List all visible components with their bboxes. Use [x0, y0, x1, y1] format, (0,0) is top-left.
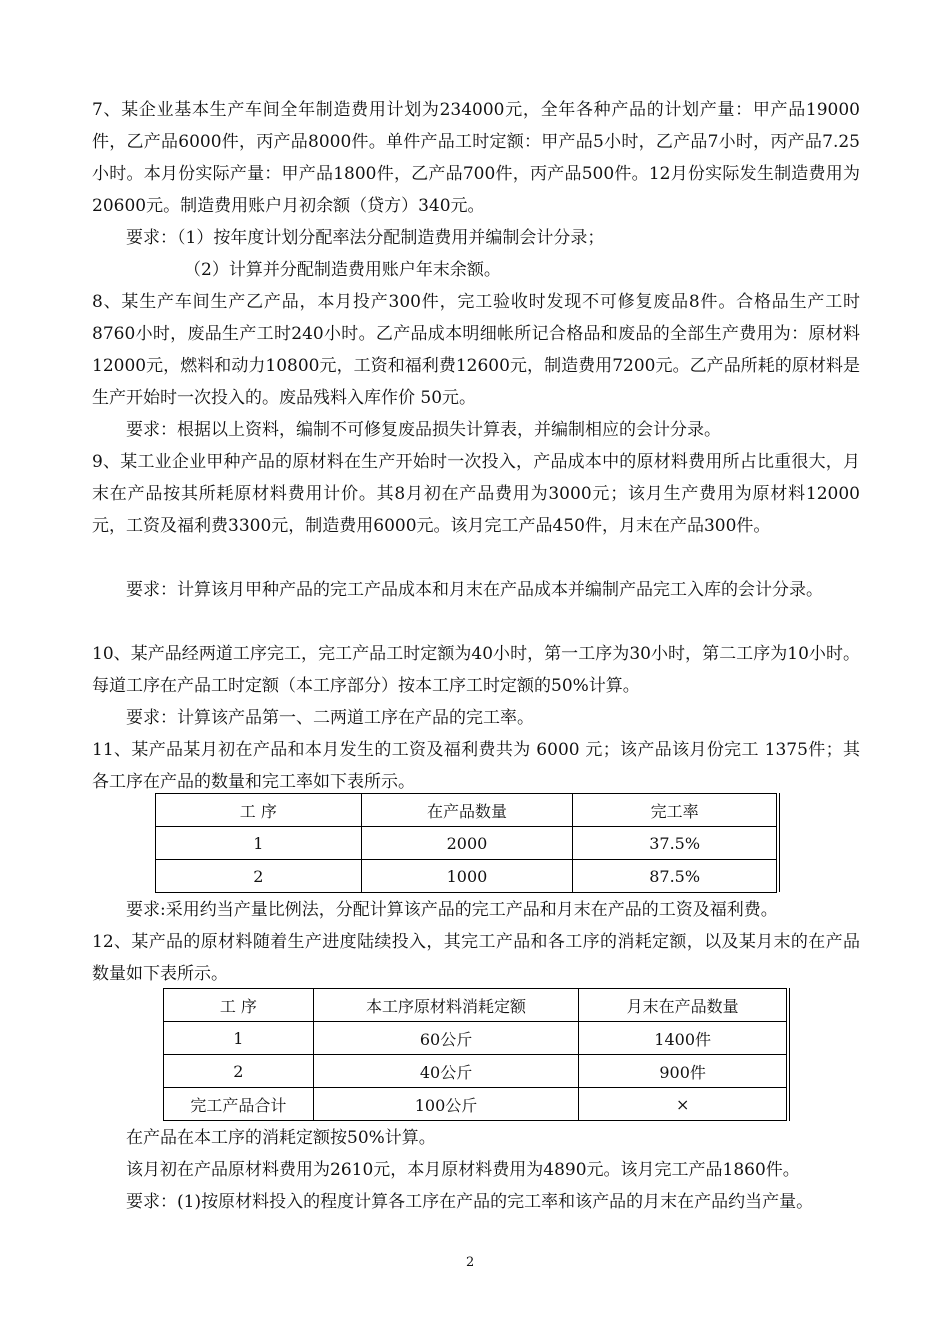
table-cell: 2 — [164, 1055, 314, 1088]
table-header-cell: 本工序原材料消耗定额 — [313, 989, 579, 1022]
table-header-row — [156, 794, 777, 827]
table-cell: 1400件 — [579, 1022, 787, 1055]
q11-table — [155, 793, 777, 893]
q12-note-1: 在产品在本工序的消耗定额按50%计算。 — [126, 1128, 436, 1148]
table-cell: 100公斤 — [313, 1088, 579, 1121]
q12-note-2: 该月初在产品原材料费用为2610元，本月原材料费用为4890元。该月完工产品1860件。 — [126, 1160, 800, 1180]
table-cell: 2 — [156, 860, 362, 893]
table-cell: × — [579, 1088, 787, 1121]
table-cell: 1000 — [361, 860, 573, 893]
q12-requirement: 要求：(1)按原材料投入的程度计算各工序在产品的完工率和该产品的月末在产品约当产量。 — [126, 1192, 814, 1212]
q7-requirement-2: （2）计算并分配制造费用账户年末余额。 — [184, 260, 501, 280]
q10-requirement: 要求：计算该产品第一、二两道工序在产品的完工率。 — [126, 708, 534, 728]
table-header-row — [164, 989, 787, 1022]
page-number: 2 — [466, 1255, 475, 1270]
table-header-cell: 月末在产品数量 — [579, 989, 787, 1022]
q11-text: 11、某产品某月初在产品和本月发生的工资及福利费共为 6000 元；该产品该月份完工 1375件；其各工序在产品的数量和完工率如下表所示。 — [92, 740, 860, 792]
q9-text: 9、某工业企业甲种产品的原材料在生产开始时一次投入，产品成本中的原材料费用所占比重很大，月末在产品按其所耗原材料费用计价。其8月初在产品费用为3000元；该月生产费用为原材料12000元，工资及福利费3300元，制造费用6000元。该月完工产品450件，月末在产品300件。 — [92, 452, 860, 536]
table-double-border — [779, 793, 780, 892]
table-cell: 87.5% — [573, 860, 777, 893]
table-row — [164, 1022, 787, 1055]
table-double-border — [789, 988, 790, 1121]
table-cell: 60公斤 — [313, 1022, 579, 1055]
table-row — [164, 1088, 787, 1121]
q12-text: 12、某产品的原材料随着生产进度陆续投入，其完工产品和各工序的消耗定额，以及某月末的在产品数量如下表所示。 — [92, 932, 860, 984]
table-cell: 2000 — [361, 827, 573, 860]
table-row — [156, 860, 777, 893]
q8-text: 8、某生产车间生产乙产品，本月投产300件，完工验收时发现不可修复废品8件。合格品生产工时8760小时，废品生产工时240小时。乙产品成本明细帐所记合格品和废品的全部生产费用为：原材料12000元，燃料和动力10800元，工资和福利费12600元，制造费用7200元。乙产品所耗的原材料是生产开始时一次投入的。废品残料入库作价 50元。 — [92, 292, 860, 408]
q11-requirement: 要求:采用约当产量比例法，分配计算该产品的完工产品和月末在产品的工资及福利费。 — [126, 900, 778, 920]
table-row — [164, 1055, 787, 1088]
table-header-cell: 在产品数量 — [361, 794, 573, 827]
table-cell: 900件 — [579, 1055, 787, 1088]
q9-requirement: 要求：计算该月甲种产品的完工产品成本和月末在产品成本并编制产品完工入库的会计分录。 — [126, 580, 823, 600]
table-cell: 37.5% — [573, 827, 777, 860]
q10-text: 10、某产品经两道工序完工，完工产品工时定额为40小时，第一工序为30小时，第二工序为10小时。每道工序在产品工时定额（本工序部分）按本工序工时定额的50%计算。 — [92, 644, 860, 696]
table-cell: 40公斤 — [313, 1055, 579, 1088]
table-row — [156, 827, 777, 860]
q8-requirement: 要求：根据以上资料，编制不可修复废品损失计算表，并编制相应的会计分录。 — [126, 420, 721, 440]
table-header-cell: 工 序 — [164, 989, 314, 1022]
table-cell: 1 — [164, 1022, 314, 1055]
table-cell: 1 — [156, 827, 362, 860]
q12-table — [163, 988, 787, 1121]
table-header-cell: 工 序 — [156, 794, 362, 827]
q7-text: 7、某企业基本生产车间全年制造费用计划为234000元，全年各种产品的计划产量：甲产品19000件，乙产品6000件，丙产品8000件。单件产品工时定额：甲产品5小时，乙产品7小时，丙产品7.25小时。本月份实际产量：甲产品1800件，乙产品700件，丙产品500件。12月份实际发生制造费用为20600元。制造费用账户月初余额（贷方）340元。 — [92, 100, 860, 216]
table-header-cell: 完工率 — [573, 794, 777, 827]
table-cell: 完工产品合计 — [164, 1088, 314, 1121]
q7-requirement-1: 要求：（1）按年度计划分配率法分配制造费用并编制会计分录； — [126, 228, 605, 248]
